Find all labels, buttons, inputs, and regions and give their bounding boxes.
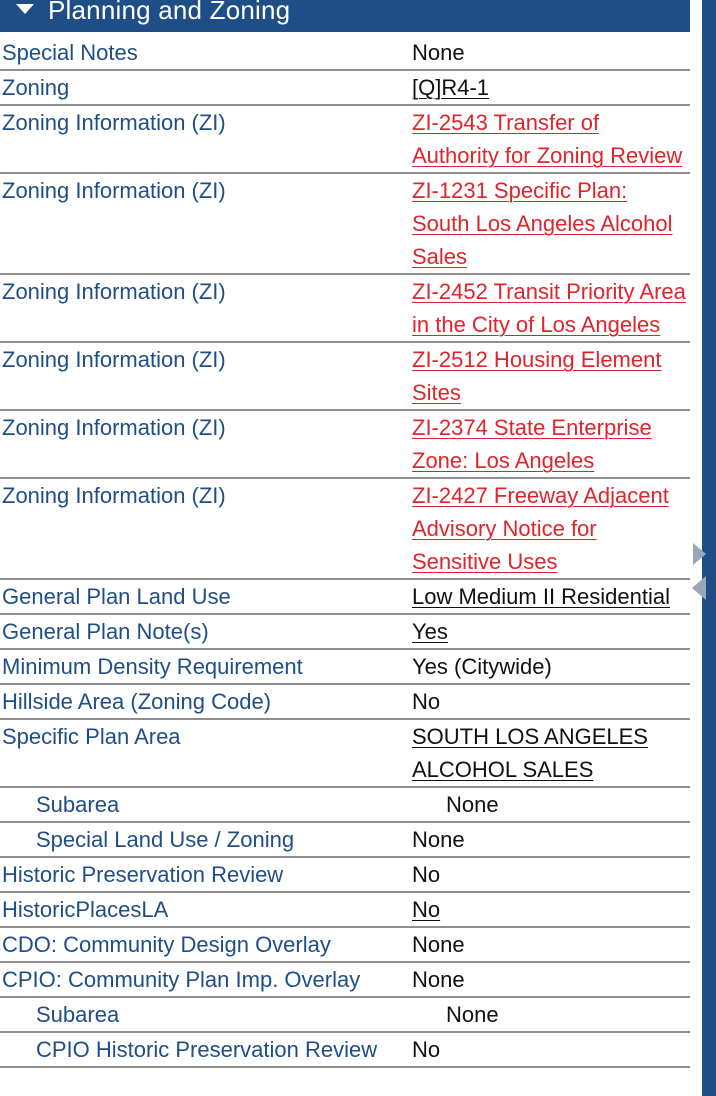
zi-link[interactable]: ZI-1231 Specific Plan: South Los Angeles Alcohol Sales (412, 178, 673, 269)
table-row (0, 649, 690, 684)
collapse-caret-icon[interactable] (16, 4, 34, 14)
row-value: No (412, 1032, 690, 1067)
row-label: HistoricPlacesLA (0, 892, 412, 927)
row-label: Zoning Information (ZI) (0, 342, 412, 410)
row-value: None (412, 36, 690, 70)
row-label: Hillside Area (Zoning Code) (0, 684, 412, 719)
collapse-left-arrow-icon[interactable] (692, 576, 706, 600)
row-value: Yes (Citywide) (412, 649, 690, 684)
table-row (0, 927, 690, 962)
row-value: No (412, 857, 690, 892)
row-label: General Plan Note(s) (0, 614, 412, 649)
row-label: Special Notes (0, 36, 412, 70)
section-title: Planning and Zoning (48, 0, 291, 25)
row-value: None (412, 927, 690, 962)
row-value: None (412, 997, 690, 1032)
table-row (0, 36, 690, 70)
row-value: None (412, 962, 690, 997)
zi-link[interactable]: ZI-2543 Transfer of Authority for Zoning Review (412, 110, 683, 168)
table-row (0, 105, 690, 173)
zi-link[interactable]: ZI-2374 State Enterprise Zone: Los Angeles (412, 415, 652, 473)
table-row (0, 478, 690, 579)
specific-plan-link[interactable]: SOUTH LOS ANGELES ALCOHOL SALES (412, 724, 648, 782)
row-value: None (412, 787, 690, 822)
expand-right-arrow-icon[interactable] (693, 543, 706, 565)
zi-link[interactable]: ZI-2452 Transit Priority Area in the City of Los Angeles (412, 279, 686, 337)
table-row (0, 614, 690, 649)
zi-link[interactable]: ZI-2427 Freeway Adjacent Advisory Notice for Sensitive Uses (412, 483, 669, 574)
table-row (0, 579, 690, 614)
historic-places-link[interactable]: No (412, 897, 441, 922)
table-row (0, 719, 690, 787)
row-label: Subarea (0, 997, 412, 1032)
row-label: Zoning Information (ZI) (0, 410, 412, 478)
section-header[interactable] (0, 0, 690, 32)
row-label: Specific Plan Area (0, 719, 412, 787)
row-label: Zoning Information (ZI) (0, 173, 412, 274)
row-value: No (412, 684, 690, 719)
row-label: Historic Preservation Review (0, 857, 412, 892)
zi-link[interactable]: ZI-2512 Housing Element Sites (412, 347, 662, 405)
row-label: General Plan Land Use (0, 579, 412, 614)
zoning-code-link[interactable]: [Q]R4-1 (412, 75, 490, 100)
table-row (0, 410, 690, 478)
row-label: CDO: Community Design Overlay (0, 927, 412, 962)
table-row (0, 997, 690, 1032)
row-label: Subarea (0, 787, 412, 822)
table-row (0, 962, 690, 997)
table-row (0, 822, 690, 857)
table-row (0, 684, 690, 719)
row-value: None (412, 822, 690, 857)
table-row (0, 70, 690, 105)
row-label: CPIO: Community Plan Imp. Overlay (0, 962, 412, 997)
table-row (0, 892, 690, 927)
table-row (0, 274, 690, 342)
row-label: Zoning (0, 70, 412, 105)
row-label: CPIO Historic Preservation Review (0, 1032, 412, 1067)
row-label: Minimum Density Requirement (0, 649, 412, 684)
table-row (0, 1032, 690, 1067)
general-plan-notes-link[interactable]: Yes (412, 619, 448, 644)
row-label: Special Land Use / Zoning (0, 822, 412, 857)
zoning-table (0, 36, 690, 1068)
row-label: Zoning Information (ZI) (0, 274, 412, 342)
table-row (0, 787, 690, 822)
table-row (0, 173, 690, 274)
row-label: Zoning Information (ZI) (0, 105, 412, 173)
table-row (0, 342, 690, 410)
row-label: Zoning Information (ZI) (0, 478, 412, 579)
general-plan-land-use-link[interactable]: Low Medium II Residential (412, 584, 671, 609)
table-row (0, 857, 690, 892)
